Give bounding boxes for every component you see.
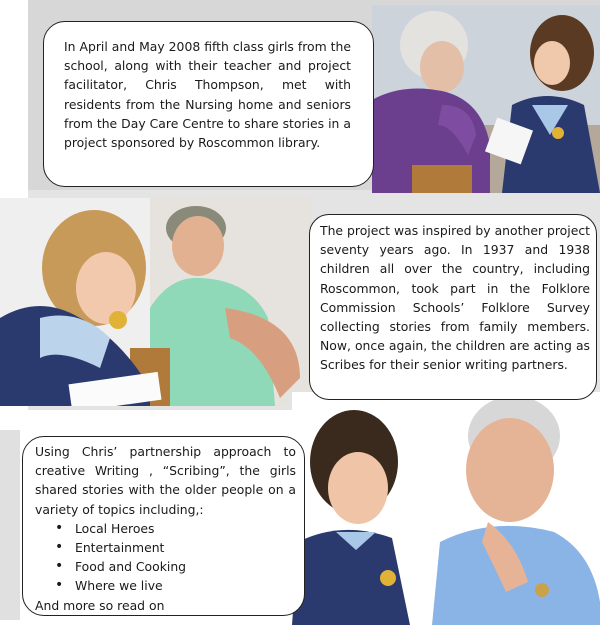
- topic-item: • Entertainment: [75, 538, 296, 557]
- topic-item: • Where we live: [75, 576, 296, 595]
- topic-item: • Local Heroes: [75, 519, 296, 538]
- approach-intro: Using Chris’ partnership approach to creative Writing , “Scribing”, the girls shared stories with the older people on a variety of topics including,:: [35, 444, 296, 517]
- topic-item: • Food and Cooking: [75, 557, 296, 576]
- photo-girl-and-elderly-man: [292, 392, 600, 625]
- approach-panel: [22, 436, 305, 616]
- photo-1-illustration: [372, 5, 600, 193]
- intro-panel: [43, 21, 374, 187]
- photo-2-illustration: [0, 198, 312, 406]
- photo-girl-writing-with-woman: [0, 198, 312, 406]
- photo-3-illustration: [292, 392, 600, 625]
- topics-list: [35, 519, 296, 596]
- history-text: The project was inspired by another project seventy years ago. In 1937 and 1938 children all over the country, including Roscommon, took part in the Folklore Commission Schools’ Folklore Survey collecting stories from family members. Now, once again, the children are acting as Scribes for their senior writing partners.: [320, 223, 590, 373]
- history-panel: [309, 214, 597, 400]
- background-band-bottom: [0, 430, 20, 620]
- approach-closing: And more so read on: [35, 597, 165, 613]
- intro-text: In April and May 2008 fifth class girls from the school, along with their teacher and project facilitator, Chris Thompson, met with residents from the Nursing home and seniors from the Day Care Centre to share stories in a project sponsored by Roscommon library.: [64, 39, 351, 151]
- photo-elderly-woman-and-girl: [372, 5, 600, 193]
- approach-content: [23, 437, 304, 615]
